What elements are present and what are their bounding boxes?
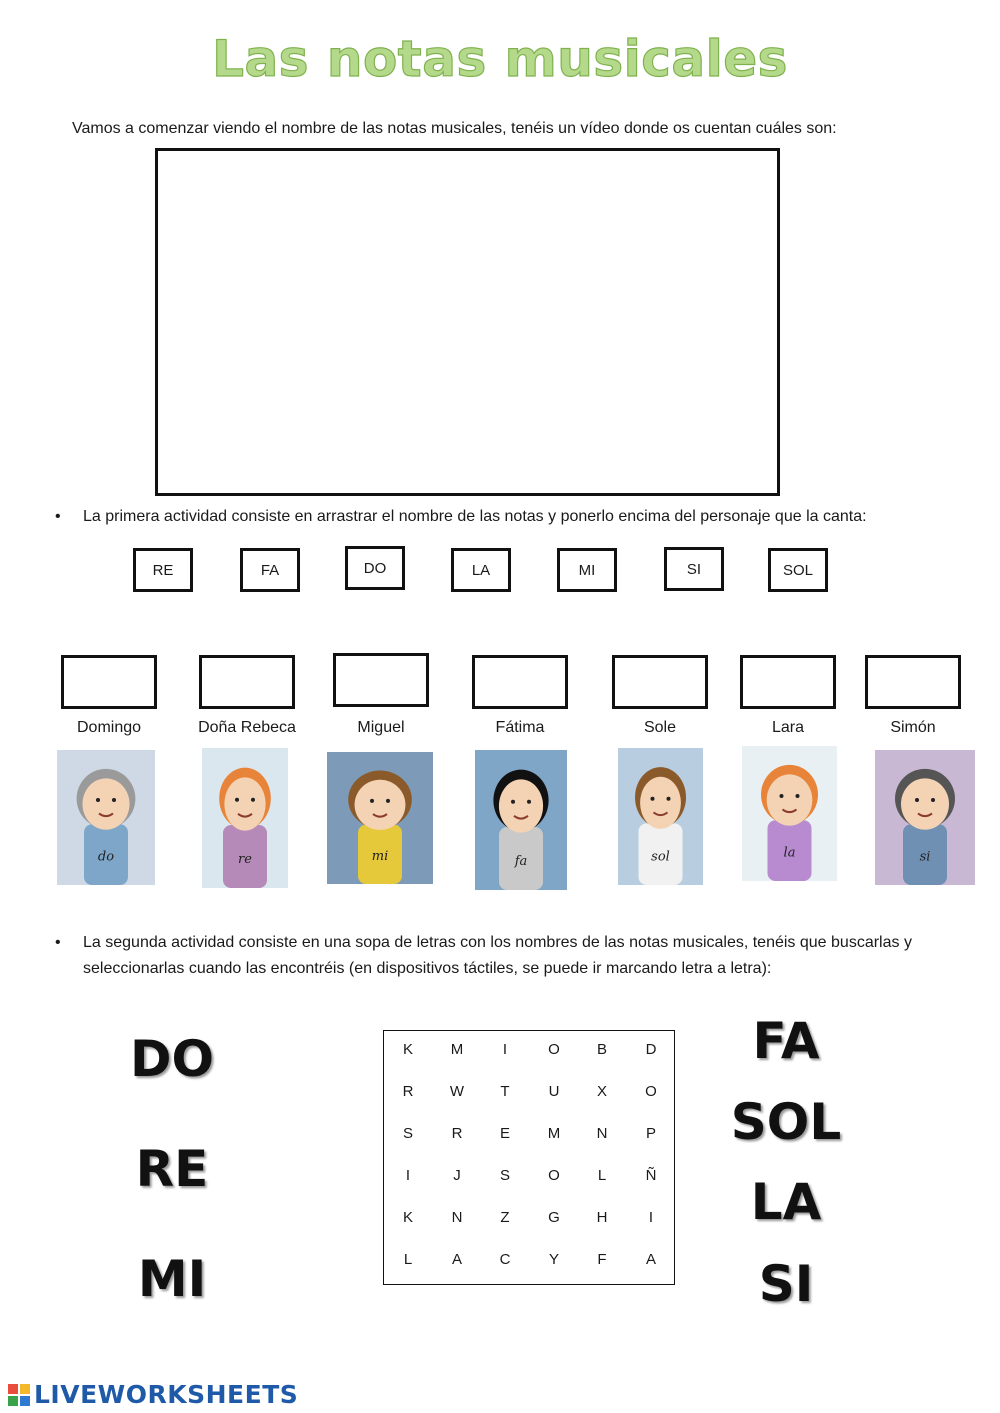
- grid-cell[interactable]: R: [402, 1083, 414, 1100]
- target-word-sol: SOL: [730, 1093, 842, 1151]
- note-chip-re[interactable]: RE: [133, 548, 193, 592]
- grid-cell[interactable]: K: [402, 1209, 413, 1226]
- target-word-re: RE: [135, 1140, 209, 1198]
- drop-target-lara[interactable]: [740, 655, 836, 709]
- shirt-note-label: re: [238, 851, 252, 867]
- grid-cell[interactable]: D: [645, 1041, 657, 1058]
- character-picture-simon: [875, 750, 975, 885]
- shirt-note-label: fa: [514, 853, 528, 869]
- grid-cell[interactable]: S: [499, 1167, 510, 1184]
- drop-target-simon[interactable]: [865, 655, 961, 709]
- grid-cell[interactable]: R: [451, 1125, 463, 1142]
- character-picture-lara: [742, 746, 837, 881]
- shirt-note-label: sol: [651, 849, 670, 865]
- page-title: Las notas musicales: [212, 30, 788, 88]
- note-chip-do[interactable]: DO: [345, 546, 405, 590]
- target-word-fa: FA: [752, 1012, 820, 1070]
- grid-cell[interactable]: U: [548, 1083, 560, 1100]
- grid-cell[interactable]: N: [596, 1125, 608, 1142]
- drop-target-fatima[interactable]: [472, 655, 568, 709]
- character-picture-sole: [618, 748, 703, 885]
- grid-cell[interactable]: N: [451, 1209, 463, 1226]
- note-chip-fa[interactable]: FA: [240, 548, 300, 592]
- character-picture-domingo: [57, 750, 155, 885]
- shirt-note-label: si: [919, 849, 931, 865]
- character-name-simon: Simón: [890, 719, 936, 736]
- character-name-dona-rebeca: Doña Rebeca: [198, 719, 296, 736]
- target-word-la: LA: [750, 1173, 822, 1231]
- word-search-grid[interactable]: [383, 1030, 675, 1285]
- grid-cell[interactable]: O: [548, 1041, 560, 1058]
- character-name-fatima: Fátima: [495, 719, 545, 736]
- character-picture-dona-rebeca: [202, 748, 288, 888]
- grid-cell[interactable]: O: [548, 1167, 560, 1184]
- shirt-note-label: mi: [371, 849, 389, 865]
- grid-cell[interactable]: X: [596, 1083, 607, 1100]
- liveworksheets-logo-icon: [8, 1384, 30, 1406]
- bullet-icon: •: [55, 934, 61, 951]
- note-chip-mi[interactable]: MI: [557, 548, 617, 592]
- grid-cell[interactable]: S: [402, 1125, 413, 1142]
- shirt-note-label: do: [97, 849, 115, 865]
- activity1-text: La primera actividad consiste en arrastrar el nombre de las notas y ponerlo encima del personaje que la canta:: [83, 508, 867, 525]
- grid-cell[interactable]: P: [645, 1125, 656, 1142]
- grid-cell[interactable]: M: [450, 1041, 464, 1058]
- drop-target-dona-rebeca[interactable]: [199, 655, 295, 709]
- character-name-domingo: Domingo: [76, 719, 142, 736]
- grid-cell[interactable]: B: [596, 1041, 607, 1058]
- activity2-text-line1: La segunda actividad consiste en una sopa de letras con los nombres de las notas musicales, tenéis que buscarlas y: [83, 934, 912, 951]
- grid-cell[interactable]: K: [402, 1041, 413, 1058]
- grid-cell[interactable]: G: [548, 1209, 560, 1226]
- grid-cell[interactable]: C: [499, 1251, 511, 1268]
- character-picture-fatima: [475, 750, 567, 890]
- grid-cell[interactable]: T: [500, 1083, 510, 1100]
- grid-cell[interactable]: A: [645, 1251, 656, 1268]
- intro-text: Vamos a comenzar viendo el nombre de las notas musicales, tenéis un vídeo donde os cuentan cuáles son:: [72, 120, 837, 137]
- bullet-icon: •: [55, 508, 61, 525]
- character-name-sole: Sole: [643, 719, 677, 736]
- grid-cell[interactable]: I: [405, 1167, 411, 1184]
- shirt-note-label: la: [783, 845, 796, 861]
- activity1-instruction: [55, 504, 955, 530]
- grid-cell[interactable]: M: [547, 1125, 561, 1142]
- note-chip-si[interactable]: SI: [664, 547, 724, 591]
- grid-cell[interactable]: E: [499, 1125, 510, 1142]
- video-placeholder[interactable]: [155, 148, 780, 496]
- target-word-mi: MI: [137, 1250, 207, 1308]
- grid-cell[interactable]: W: [449, 1083, 465, 1100]
- drop-target-domingo[interactable]: [61, 655, 157, 709]
- grid-cell[interactable]: J: [453, 1167, 461, 1184]
- grid-cell[interactable]: Ñ: [645, 1167, 657, 1184]
- grid-cell[interactable]: A: [451, 1251, 462, 1268]
- drop-target-sole[interactable]: [612, 655, 708, 709]
- grid-cell[interactable]: L: [597, 1167, 607, 1184]
- brand-name: LIVEWORKSHEETS: [34, 1380, 299, 1409]
- note-chip-la[interactable]: LA: [451, 548, 511, 592]
- grid-cell[interactable]: O: [645, 1083, 657, 1100]
- target-word-si: SI: [758, 1255, 814, 1313]
- character-name-miguel: Miguel: [357, 719, 405, 736]
- grid-cell[interactable]: H: [596, 1209, 608, 1226]
- grid-cell[interactable]: Y: [548, 1251, 559, 1268]
- note-chip-sol[interactable]: SOL: [768, 548, 828, 592]
- activity2-text-line2: seleccionarlas cuando las encontréis (en dispositivos táctiles, se puede ir marcando letra a letra):: [83, 960, 772, 977]
- character-picture-miguel: [327, 752, 433, 884]
- grid-cell[interactable]: L: [403, 1251, 413, 1268]
- drop-target-miguel[interactable]: [333, 653, 429, 707]
- grid-cell[interactable]: F: [597, 1251, 607, 1268]
- activity2-instruction: [55, 930, 975, 984]
- target-word-do: DO: [129, 1030, 214, 1088]
- grid-cell[interactable]: Z: [500, 1209, 510, 1226]
- grid-cell[interactable]: I: [502, 1041, 508, 1058]
- grid-cell[interactable]: I: [648, 1209, 654, 1226]
- character-name-lara: Lara: [771, 719, 805, 736]
